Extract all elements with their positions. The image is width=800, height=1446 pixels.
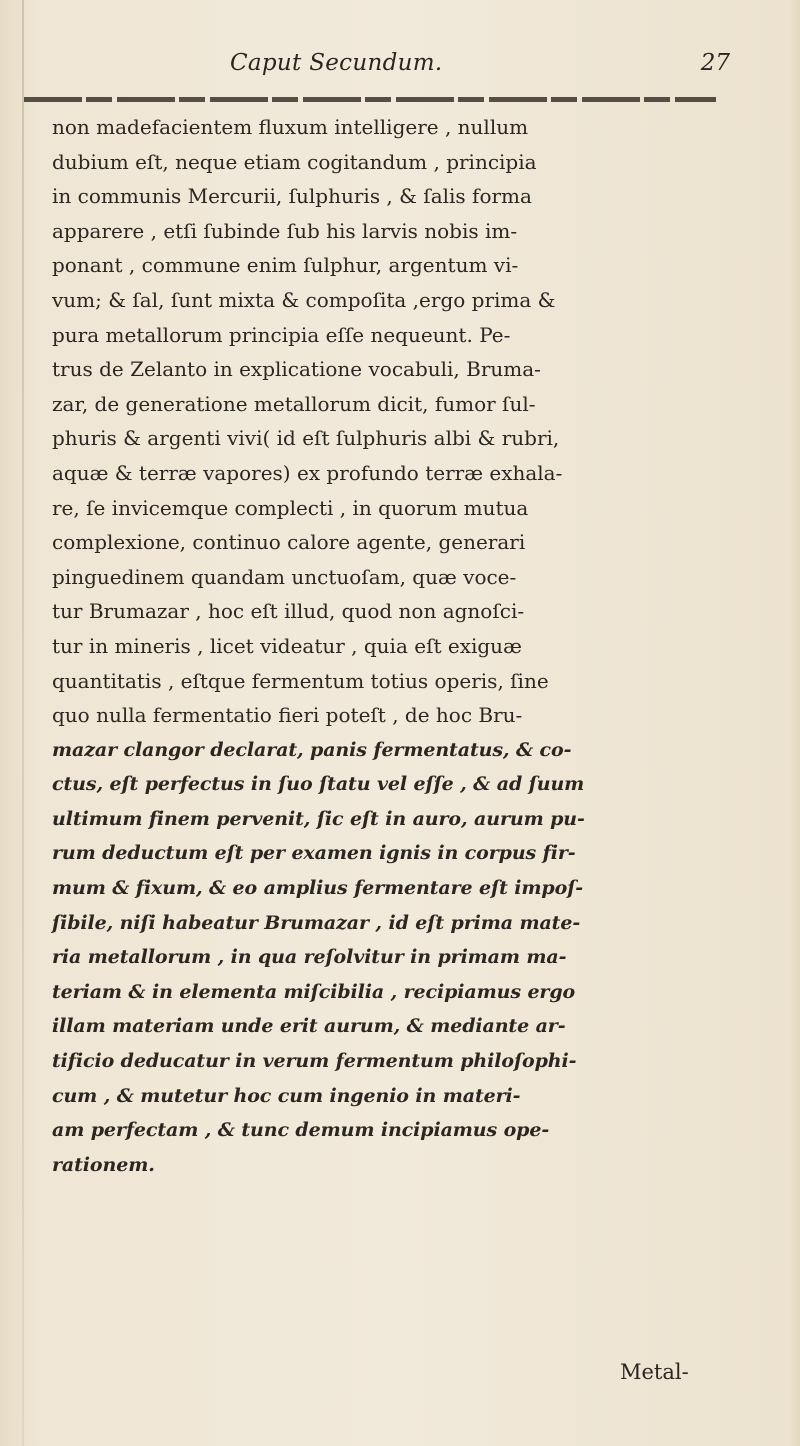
- italic-text-line: ſibile, niſi habeatur Brumazar , id eſt prima mate-: [52, 911, 581, 934]
- italic-text-line: mum & fixum, & eo amplius fermentare eſt impoſ-: [52, 877, 584, 900]
- italic-text-line: rationem.: [52, 1153, 155, 1176]
- italic-text-line: rum deductum eſt per examen ignis in corpus fir-: [52, 842, 576, 865]
- italic-text-line: ctus, eſt perfectus in ſuo ſtatu vel eſſe , & ad ſuum: [52, 773, 585, 796]
- text-line: dubium eſt, neque etiam cogitandum , principia: [52, 149, 537, 174]
- text-line: aquæ & terræ vapores) ex profundo terræ exhala-: [52, 460, 563, 485]
- page-header: [230, 50, 730, 90]
- italic-text-line: am perfectam , & tunc demum incipiamus ope-: [52, 1119, 550, 1142]
- header-rule: [24, 97, 716, 102]
- body-text: [52, 110, 712, 1182]
- italic-text-line: ultimum finem pervenit, ſic eſt in auro, aurum pu-: [52, 807, 585, 830]
- text-line: trus de Zelanto in explicatione vocabuli, Bruma-: [52, 357, 541, 382]
- italic-text-line: ria metallorum , in qua reſolvitur in primam ma-: [52, 946, 567, 969]
- italic-text-line: tificio deducatur in verum fermentum philoſophi-: [52, 1050, 577, 1073]
- text-line: zar, de generatione metallorum dicit, fumor ſul-: [52, 391, 536, 416]
- page-number: 27: [700, 50, 730, 76]
- text-line: non madefacientem fluxum intelligere , nullum: [52, 115, 529, 139]
- text-line: re, ſe invicemque complecti , in quorum mutua: [52, 495, 529, 520]
- text-line: in communis Mercurii, ſulphuris , & ſalis forma: [52, 184, 532, 209]
- running-head: Caput Secundum.: [230, 50, 443, 76]
- italic-text-line: teriam & in elementa miſcibilia , recipiamus ergo: [52, 980, 576, 1003]
- text-line: vum; & ſal, ſunt mixta & compoſita ,ergo prima &: [52, 287, 556, 312]
- gutter-shadow: [22, 0, 24, 1446]
- text-line: pinguedinem quandam unctuoſam, quæ voce-: [52, 564, 517, 589]
- italic-text-line: cum , & mutetur hoc cum ingenio in materi-: [52, 1084, 521, 1107]
- text-line: apparere , etſi ſubinde ſub his larvis nobis im-: [52, 218, 518, 243]
- text-line: phuris & argenti vivi( id eſt ſulphuris albi & rubri,: [52, 426, 560, 451]
- text-line: complexione, continuo calore agente, generari: [52, 530, 526, 555]
- text-line: ponant , commune enim ſulphur, argentum vi-: [52, 253, 519, 278]
- catchword: Metal-: [620, 1360, 689, 1384]
- italic-text-line: mazar clangor declarat, panis fermentatus, & co-: [52, 738, 572, 761]
- text-line: quo nulla fermentatio fieri poteſt , de hoc Bru-: [52, 703, 523, 728]
- text-line: tur in mineris , licet videatur , quia eſt exiguæ: [52, 633, 522, 658]
- italic-text-line: illam materiam unde erit aurum, & mediante ar-: [52, 1015, 566, 1038]
- text-line: quantitatis , eſtque fermentum totius operis, ſine: [52, 668, 549, 693]
- text-line: pura metallorum principia eſſe nequeunt. Pe-: [52, 322, 511, 347]
- text-line: tur Brumazar , hoc eſt illud, quod non agnoſci-: [52, 599, 525, 624]
